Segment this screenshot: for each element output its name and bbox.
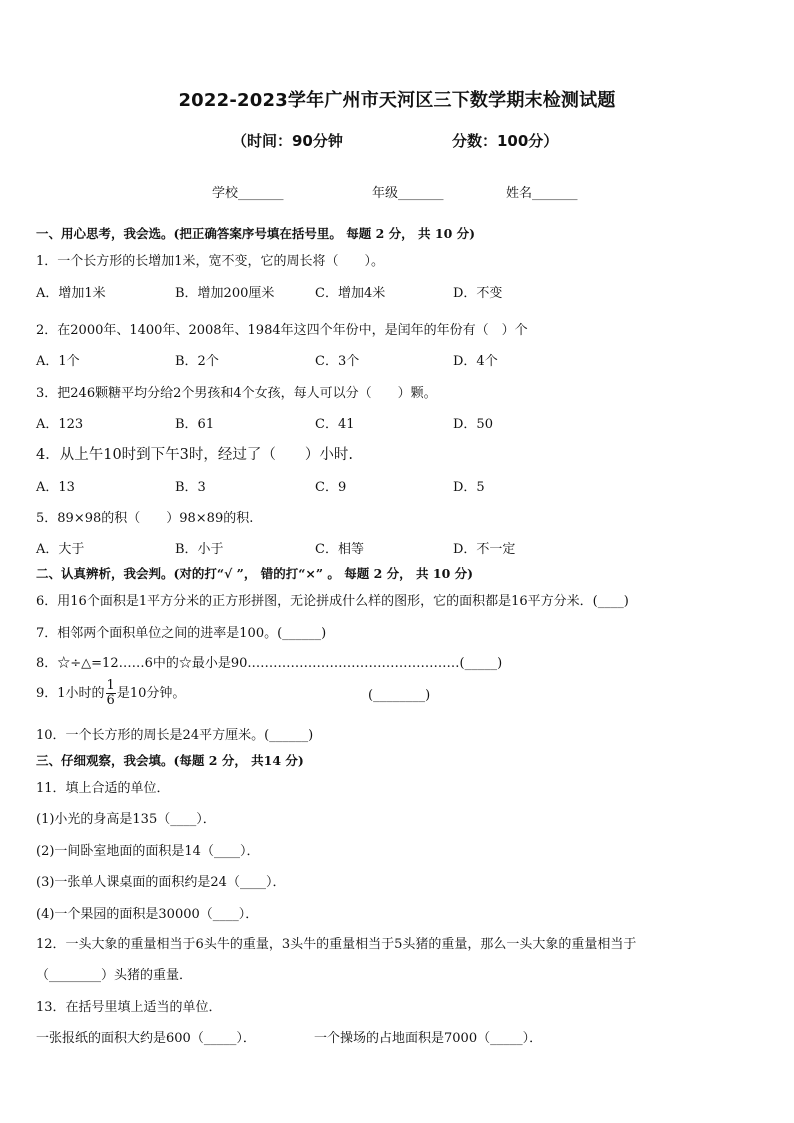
fraction-numerator: 1 (106, 678, 115, 693)
page-title: 2022-2023学年广州市天河区三下数学期末检测试题 (178, 90, 616, 111)
option-a: A．增加1米 (36, 286, 106, 301)
question-11-2: (2)一间卧室地面的面积是14（____）． (36, 844, 260, 859)
question-3: 3．把246颗糖平均分给2个男孩和4个女孩，每人可以分（ ）颗。 (36, 386, 437, 401)
question-11-4: (4)一个果园的面积是30000（____）． (36, 907, 259, 922)
option-a: A．13 (36, 480, 75, 495)
question-5: 5．89×98的积（ ）98×89的积. (36, 511, 254, 526)
question-1: 1．一个长方形的长增加1米，宽不变，它的周长将（ ）。 (36, 254, 385, 269)
section-heading-judge: 二、认真辨析，我会判。(对的打“√ ”， 错的打“×” 。 每题 2 分， 共 10 分) (36, 566, 474, 581)
question-9 (36, 679, 185, 708)
question-12-line-1: 12．一头大象的重量相当于6头牛的重量，3头牛的重量相当于5头猪的重量，那么一头大象的重量相当于 (36, 937, 637, 952)
option-d: D．4个 (453, 354, 498, 369)
option-c: C．增加4米 (315, 286, 386, 301)
question-8: 8．☆÷△=12……6中的☆最小是90.…………………………………………(_____) (36, 656, 503, 671)
option-b: B．61 (175, 417, 215, 432)
question-11-1: (1)小光的身高是135（____）． (36, 812, 216, 827)
option-d: D．5 (453, 480, 485, 495)
option-c: C．相等 (315, 542, 364, 557)
question-9-answer-blank: (________) (368, 688, 431, 703)
school-field: 学校_______ (212, 186, 284, 201)
option-c: C．9 (315, 480, 347, 495)
option-d: D．50 (453, 417, 493, 432)
option-b: B．3 (175, 480, 206, 495)
fraction-denominator: 6 (106, 693, 115, 708)
fraction-one-sixth (106, 679, 116, 708)
question-2: 2．在2000年、1400年、2008年、1984年这四个年份中，是闰年的年份有（ ）个 (36, 323, 528, 338)
exam-score: 分数：100分） (452, 132, 559, 150)
question-7: 7．相邻两个面积单位之间的进率是100。(______) (36, 626, 327, 641)
question-13: 13．在括号里填上适当的单位． (36, 1000, 222, 1015)
grade-field: 年级_______ (372, 186, 444, 201)
question-10: 10．一个长方形的周长是24平方厘米。(______) (36, 728, 314, 743)
option-d: D．不一定 (453, 542, 516, 557)
question-6: 6．用16个面积是1平方分米的正方形拼图，无论拼成什么样的图形，它的面积都是16平方分米．(____) (36, 594, 629, 609)
section-heading-choice: 一、用心思考，我会选。(把正确答案序号填在括号里。 每题 2 分， 共 10 分) (36, 226, 476, 241)
name-field: 姓名_______ (506, 186, 578, 201)
option-d: D．不变 (453, 286, 503, 301)
option-b: B．小于 (175, 542, 224, 557)
question-11: 11．填上合适的单位． (36, 781, 170, 796)
question-9-prefix: 9．1小时的 (36, 686, 105, 701)
option-a: A．大于 (36, 542, 85, 557)
option-a: A．1个 (36, 354, 80, 369)
question-11-3: (3)一张单人课桌面的面积约是24（____）． (36, 875, 286, 890)
question-9-suffix: 是10分钟。 (116, 686, 186, 701)
option-c: C．3个 (315, 354, 360, 369)
option-b: B．增加200厘米 (175, 286, 275, 301)
question-4: 4．从上午10时到下午3时，经过了（ ）小时. (36, 447, 354, 463)
section-heading-fill: 三、仔细观察，我会填。(每题 2 分， 共14 分) (36, 753, 304, 768)
option-b: B．2个 (175, 354, 219, 369)
question-13-a: 一张报纸的面积大约是600（_____）． (36, 1031, 256, 1046)
question-13-b: 一个操场的占地面积是7000（_____）． (314, 1031, 543, 1046)
option-a: A．123 (36, 417, 84, 432)
exam-time: （时间：90分钟 (232, 132, 343, 150)
option-c: C．41 (315, 417, 355, 432)
question-12-line-2: （________）头猪的重量． (36, 968, 193, 983)
